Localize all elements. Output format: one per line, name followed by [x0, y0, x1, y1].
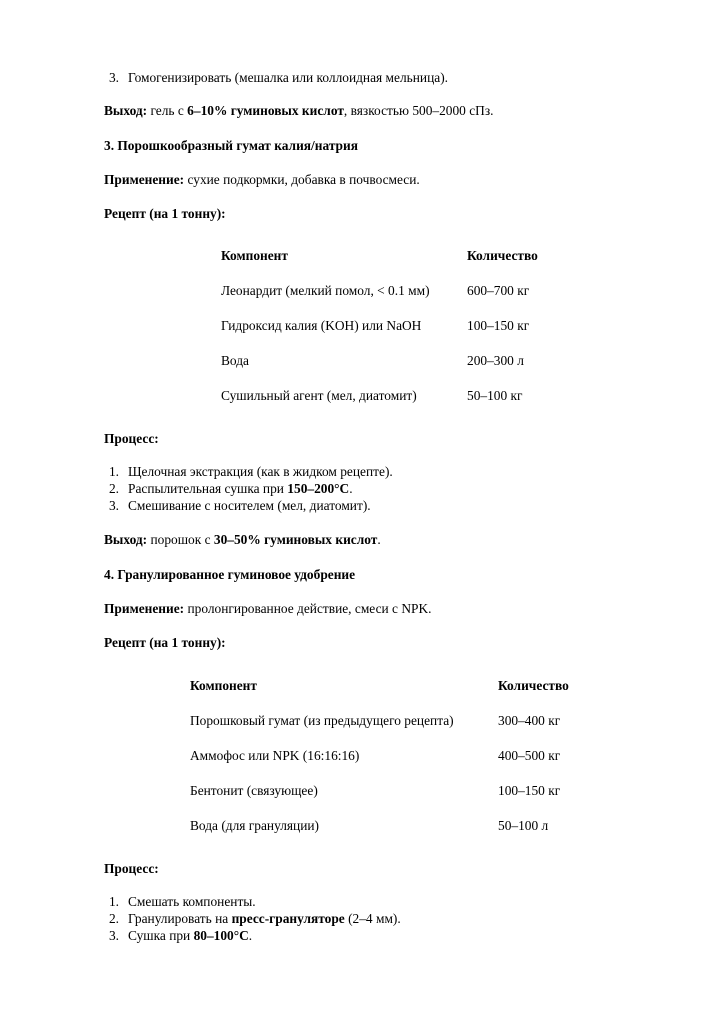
- process-heading: Процесс:: [104, 431, 159, 446]
- table-cell: Сушильный агент (мел, диатомит): [221, 387, 417, 403]
- list-bold-text: пресс-грануляторе: [231, 911, 345, 926]
- application-label: Применение:: [104, 601, 185, 616]
- table-header-row: [221, 238, 567, 273]
- table-header-row: [190, 668, 598, 703]
- list-number: 3.: [108, 498, 119, 513]
- table-cell: Вода (для грануляции): [190, 817, 320, 833]
- output-line: [104, 532, 381, 548]
- table-row: [190, 773, 598, 808]
- table-cell: Порошковый гумат (из предыдущего рецепта): [190, 712, 454, 728]
- application-line: [104, 172, 420, 188]
- list-text: Распылительная сушка при: [128, 481, 288, 496]
- application-label: Применение:: [104, 172, 185, 187]
- output-text: гель с: [147, 103, 188, 118]
- table-cell: 200–300 л: [467, 352, 524, 368]
- output-label: Выход:: [104, 532, 148, 547]
- table-row: [190, 738, 598, 773]
- output-bold-text: 6–10% гуминовых кислот: [187, 103, 344, 118]
- list-text: Смешивание с носителем (мел, диатомит).: [128, 498, 371, 513]
- section-heading: 3. Порошкообразный гумат калия/натрия: [104, 138, 358, 153]
- list-text: Сушка при: [128, 928, 194, 943]
- list-number: 2.: [108, 911, 119, 926]
- recipe-heading: Рецепт (на 1 тонну):: [104, 206, 226, 221]
- list-text-end: (2–4 мм).: [344, 911, 401, 926]
- output-text-end: , вязкостью 500–2000 сПз.: [343, 103, 494, 118]
- recipe-table: [190, 668, 598, 843]
- list-text: Гомогенизировать (мешалка или коллоидная мельница).: [128, 70, 448, 85]
- table-cell: 300–400 кг: [498, 712, 561, 728]
- table-row: [190, 808, 598, 843]
- list-text-end: .: [349, 481, 353, 496]
- output-label: Выход:: [104, 103, 148, 118]
- table-cell: 100–150 кг: [467, 317, 530, 333]
- recipe-heading: Рецепт (на 1 тонну):: [104, 635, 226, 650]
- recipe-table: [221, 238, 567, 413]
- list-bold-text: 150–200°C: [287, 481, 350, 496]
- list-text: Гранулировать на: [128, 911, 232, 926]
- output-line: [104, 103, 493, 119]
- table-cell: 50–100 кг: [467, 387, 523, 403]
- list-item: [97, 498, 371, 514]
- process-heading: Процесс:: [104, 861, 159, 876]
- section-heading: 4. Гранулированное гуминовое удобрение: [104, 567, 356, 582]
- list-text: Щелочная экстракция (как в жидком рецепте).: [128, 464, 393, 479]
- column-header-quantity: Количество: [467, 247, 538, 263]
- list-number: 1.: [108, 464, 119, 479]
- list-number: 3.: [108, 70, 119, 85]
- list-bold-text: 80–100°C: [193, 928, 249, 943]
- output-text-end: .: [377, 532, 381, 547]
- table-row: [221, 273, 567, 308]
- table-cell: Бентонит (связующее): [190, 782, 318, 798]
- list-text-end: .: [248, 928, 253, 943]
- column-header-component: Компонент: [190, 677, 257, 693]
- list-item: [97, 70, 448, 86]
- column-header-component: Компонент: [221, 247, 288, 263]
- list-item: [97, 894, 256, 910]
- table-cell: Гидроксид калия (KOH) или NaOH: [221, 317, 422, 333]
- table-row: [221, 378, 567, 413]
- table-cell: 100–150 кг: [498, 782, 561, 798]
- list-item: [97, 464, 393, 480]
- column-header-quantity: Количество: [498, 677, 569, 693]
- table-cell: 600–700 кг: [467, 282, 530, 298]
- table-cell: Леонардит (мелкий помол, < 0.1 мм): [221, 282, 430, 298]
- list-item: [97, 481, 353, 497]
- table-row: [221, 308, 567, 343]
- table-cell: 400–500 кг: [498, 747, 561, 763]
- list-number: 2.: [108, 481, 119, 496]
- application-text: сухие подкормки, добавка в почвосмеси.: [184, 172, 420, 187]
- output-bold-text: 30–50% гуминовых кислот: [213, 532, 378, 547]
- output-text: порошок с: [147, 532, 214, 547]
- table-cell: Вода: [221, 352, 249, 368]
- list-number: 1.: [108, 894, 119, 909]
- list-item: [97, 928, 252, 944]
- list-text: Смешать компоненты.: [128, 894, 256, 909]
- list-number: 3.: [108, 928, 119, 943]
- application-text: пролонгированное действие, смеси с NPK.: [184, 601, 432, 616]
- table-cell: Аммофос или NPK (16:16:16): [190, 747, 360, 763]
- table-row: [190, 703, 598, 738]
- table-row: [221, 343, 567, 378]
- table-cell: 50–100 л: [498, 817, 549, 833]
- application-line: [104, 601, 431, 617]
- list-item: [97, 911, 401, 927]
